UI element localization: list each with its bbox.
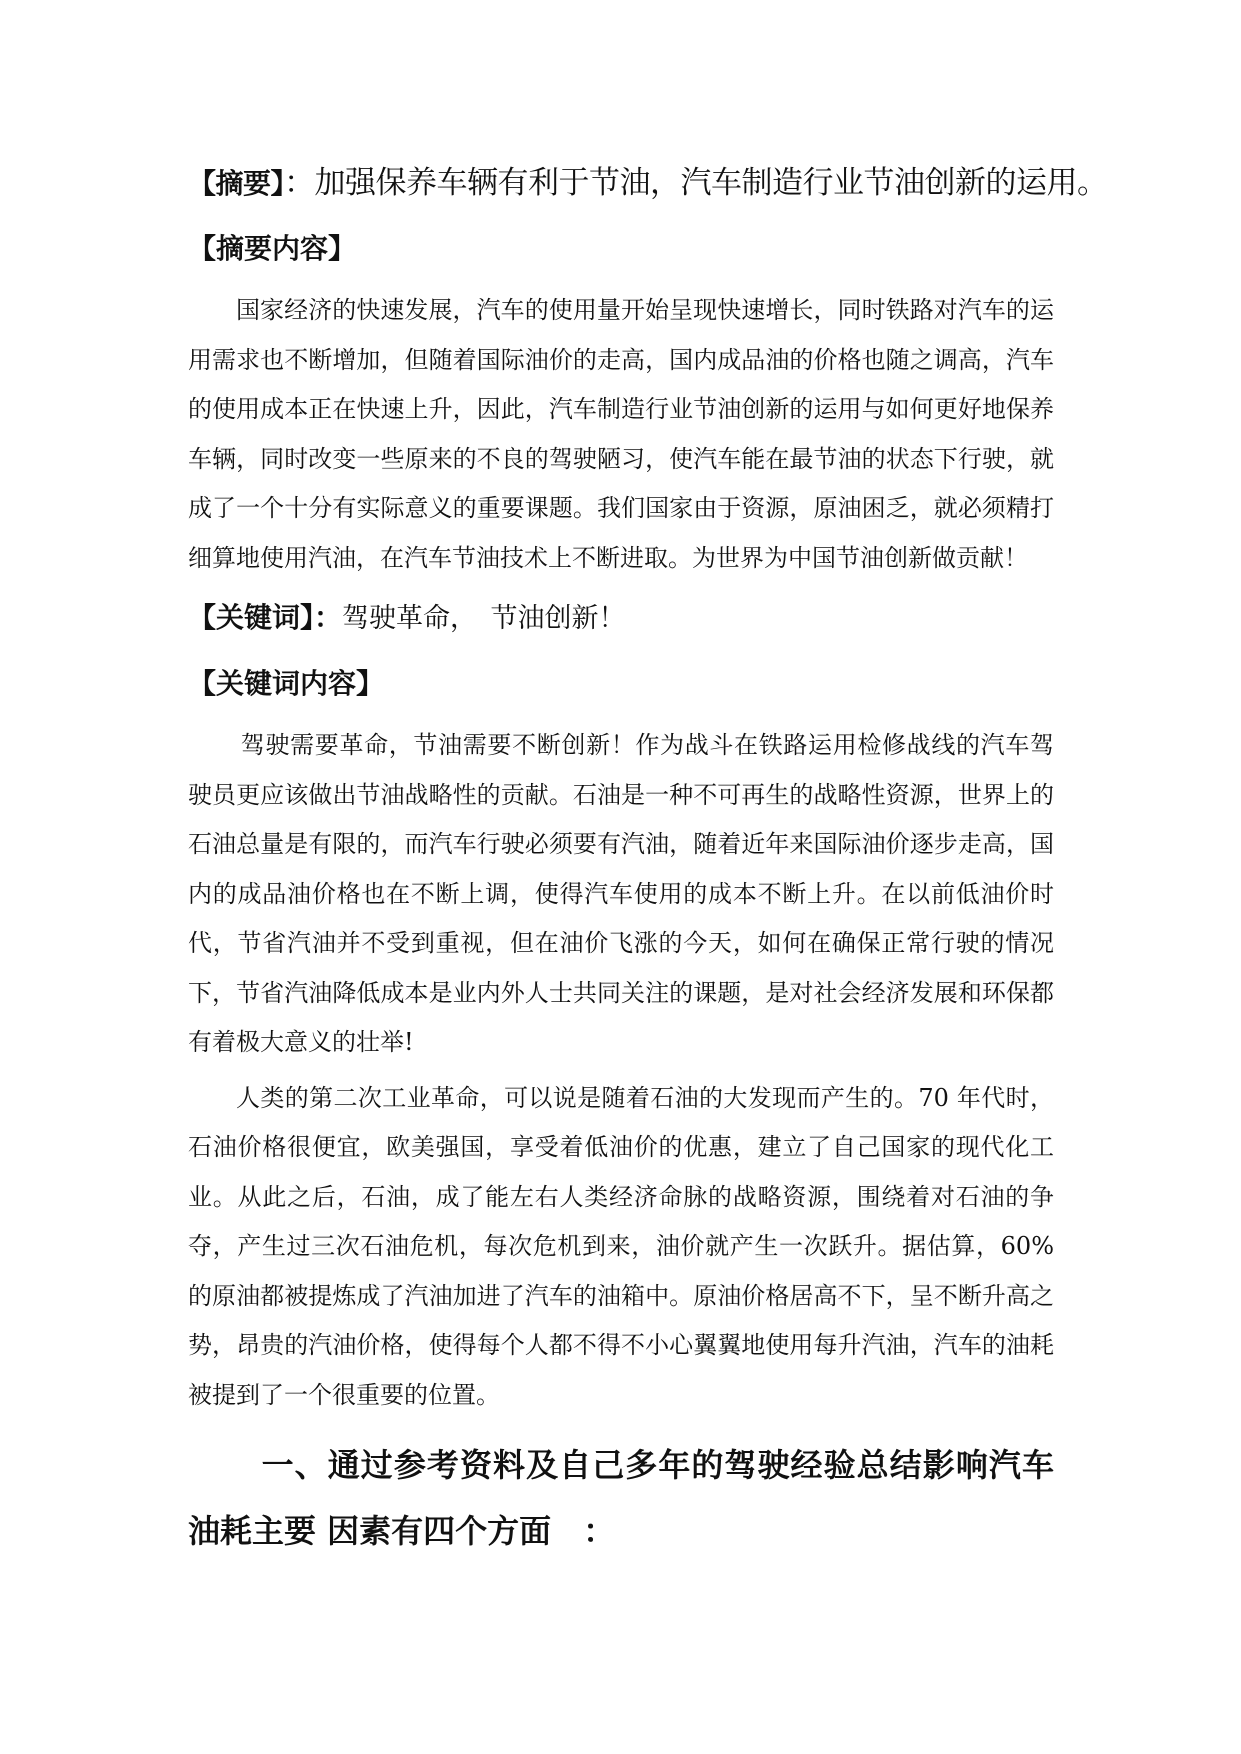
abstract-line (188, 156, 1108, 210)
keywords-label: 【关键词】 (188, 601, 315, 634)
abstract-colon: ： (284, 165, 315, 201)
abstract-content-paragraph: 国家经济的快速发展，汽车的使用量开始呈现快速增长，同时铁路对汽车的运用需求也不断增加，但随着国际油价的走高，国内成品油的价格也随之调高，汽车的使用成本正在快速上升，因此，汽车制造行业节油创新的运用与如何更好地保养车辆，同时改变一些原来的不良的驾驶陋习，使汽车能在最节油的状态下行驶，就成了一个十分有实际意义的重要课题。我们国家由于资源，原油困乏，就必须精打细算地使用汽油，在汽车节油技术上不断进取。为世界为中国节油创新做贡献！ (188, 296, 1054, 572)
abstract-content-label: 【摘要内容】 (188, 232, 357, 265)
abstract-label: 【摘要】 (188, 167, 285, 200)
keywords-text: 驾驶革命， 节油创新！ (342, 603, 626, 634)
abstract-text: 加强保养车辆有利于节油，汽车制造行业节油创新的运用。 (314, 165, 1108, 201)
document-body (188, 156, 1108, 1564)
keywords-colon: ： (314, 601, 343, 634)
keywords-content-paragraph-2: 人类的第二次工业革命，可以说是随着石油的大发现而产生的。70 年代时，石油价格很便宜，欧美强国，享受着低油价的优惠，建立了自己国家的现代化工业。从此之后，石油，成了能左右人类经济命脉的战略资源，围绕着对石油的争夺，产生过三次石油危机，每次危机到来，油价就产生一次跃升。据估算，60%的原油都被提炼成了汽油加进了汽车的油箱中。原油价格居高不下，呈不断升高之势，昂贵的汽油价格，使得每个人都不得不小心翼翼地使用每升汽油，汽车的油耗被提到了一个很重要的位置。 (188, 1083, 1054, 1409)
keywords-line (188, 591, 1054, 645)
keywords-content-label: 【关键词内容】 (188, 667, 385, 700)
section-one-heading: 一、通过参考资料及自己多年的驾驶经验总结影响汽车油耗主要 因素有四个方面 ： (188, 1446, 1054, 1550)
keywords-content-paragraph-1: 驾驶需要革命，节油需要不断创新！作为战斗在铁路运用检修战线的汽车驾驶员更应该做出节油战略性的贡献。石油是一种不可再生的战略性资源，世界上的石油总量是有限的，而汽车行驶必须要有汽油，随着近年来国际油价逐步走高，国内的成品油价格也在不断上调，使得汽车使用的成本不断上升。在以前低油价时代，节省汽油并不受到重视，但在油价飞涨的今天，如何在确保正常行驶的情况下，节省汽油降低成本是业内外人士共同关注的课题，是对社会经济发展和环保都有着极大意义的壮举! (188, 731, 1054, 1056)
